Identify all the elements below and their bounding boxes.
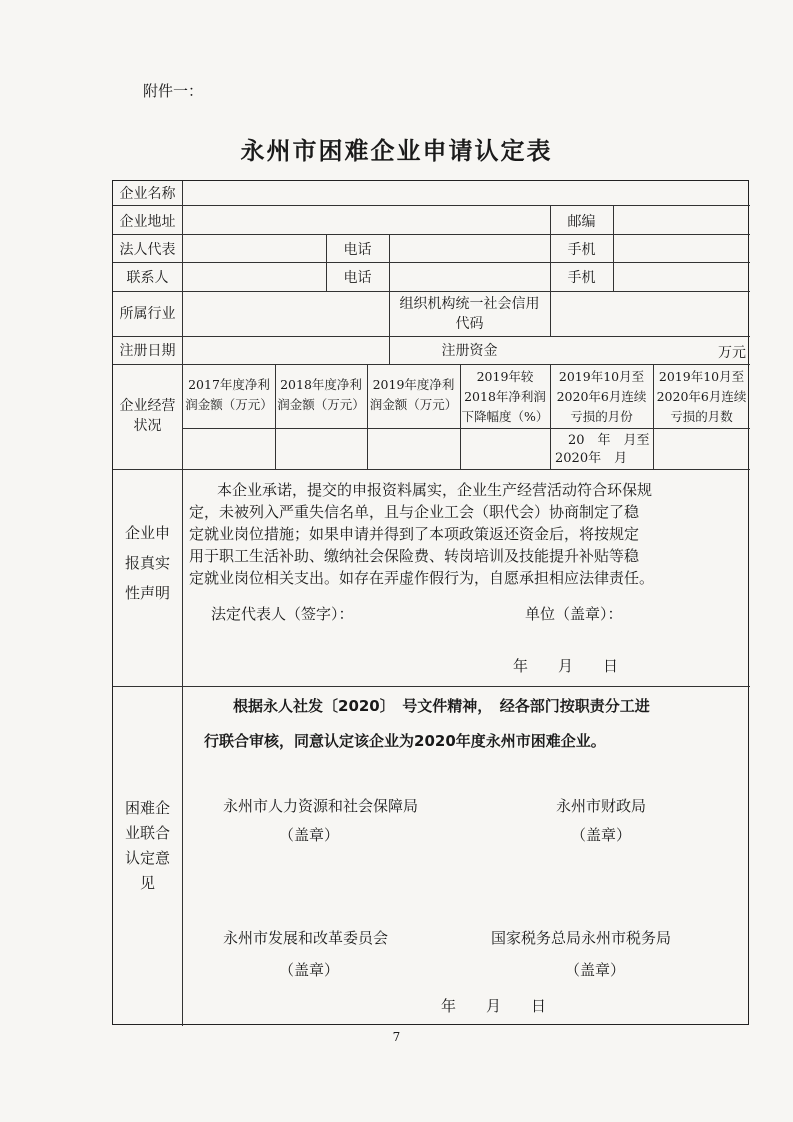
capital-unit: 万元 bbox=[718, 345, 746, 361]
profit-2017-header: 2017年度净利润金额（万元） bbox=[185, 377, 273, 412]
dept-tax-seal: （盖章） bbox=[565, 961, 626, 979]
credit-code-label-2: 代码 bbox=[455, 316, 484, 332]
joint-label-4: 见 bbox=[139, 874, 155, 892]
declaration-date: 年 月 日 bbox=[513, 657, 619, 675]
dept-hr-seal: （盖章） bbox=[279, 826, 340, 844]
legal-rep-label: 法人代表 bbox=[119, 242, 176, 258]
phone-label: 电话 bbox=[343, 242, 372, 258]
page-title: 永州市困难企业申请认定表 bbox=[240, 137, 553, 165]
declaration-line-5: 定就业岗位相关支出。如存在弄虚作假行为，自愿承担相应法律责任。 bbox=[189, 569, 655, 587]
legal-rep-signature: 法定代表人（签字）： bbox=[211, 605, 354, 623]
profit-2019-header: 2019年度净利润金额（万元） bbox=[369, 377, 458, 412]
declaration-line-1: 本企业承诺，提交的申报资料属实，企业生产经营活动符合环保规 bbox=[217, 481, 653, 499]
postcode-label: 邮编 bbox=[567, 214, 596, 230]
profit-2018-header: 2018年度净利润金额（万元） bbox=[277, 377, 365, 412]
dept-development-reform: 永州市发展和改革委员会 bbox=[223, 929, 389, 947]
declaration-label-2: 报真实 bbox=[124, 554, 170, 572]
industry-label: 所属行业 bbox=[119, 306, 176, 322]
dept-tax-bureau: 国家税务总局永州市税务局 bbox=[491, 929, 672, 947]
attachment-label: 附件一： bbox=[143, 82, 204, 100]
application-form-table bbox=[112, 180, 749, 1025]
declaration-label-1: 企业申 bbox=[124, 524, 170, 542]
loss-months-from: 20 年 月至 bbox=[568, 433, 650, 448]
loss-count-header: 2019年10月至2020年6月连续亏损的月数 bbox=[656, 369, 747, 424]
declaration-line-2: 定，未被列入严重失信名单，且与企业工会（职代会）协商制定了稳 bbox=[189, 503, 640, 521]
dept-finance-seal: （盖章） bbox=[571, 826, 632, 844]
company-name-label: 企业名称 bbox=[119, 186, 176, 202]
company-address-label: 企业地址 bbox=[119, 214, 176, 230]
dept-hr-social-security: 永州市人力资源和社会保障局 bbox=[223, 797, 419, 815]
page-number: 7 bbox=[392, 1030, 401, 1044]
reg-date-label: 注册日期 bbox=[119, 343, 176, 359]
decline-rate-header: 2019年较2018年净利润下降幅度（%） bbox=[461, 369, 549, 424]
joint-date: 年 月 日 bbox=[441, 997, 547, 1015]
joint-label-2: 业联合 bbox=[124, 824, 170, 842]
declaration-label-3: 性声明 bbox=[124, 584, 170, 602]
operating-label-1: 企业经营 bbox=[119, 398, 176, 414]
operating-label-2: 状况 bbox=[133, 418, 162, 434]
declaration-line-4: 用于职工生活补助、缴纳社会保险费、转岗培训及技能提升补贴等稳 bbox=[189, 547, 640, 565]
reg-capital-label: 注册资金 bbox=[441, 343, 498, 359]
contact-mobile-label: 手机 bbox=[567, 270, 596, 286]
contact-label: 联系人 bbox=[126, 270, 169, 286]
dept-development-seal: （盖章） bbox=[279, 961, 340, 979]
declaration-line-3: 定就业岗位措施；如果申请并得到了本项政策返还资金后，将按规定 bbox=[189, 525, 640, 543]
dept-finance: 永州市财政局 bbox=[556, 797, 647, 815]
loss-months-to: 2020年 月 bbox=[555, 451, 628, 466]
mobile-label: 手机 bbox=[567, 242, 596, 258]
joint-text-line-2: 行联合审核，同意认定该企业为2020年度永州市困难企业。 bbox=[204, 732, 606, 750]
credit-code-label-1: 组织机构统一社会信用 bbox=[399, 296, 540, 312]
joint-label-1: 困难企 bbox=[124, 799, 170, 817]
joint-text-line-1: 根据永人社发〔2020〕 号文件精神， 经各部门按职责分工进 bbox=[233, 697, 650, 715]
contact-phone-label: 电话 bbox=[343, 270, 372, 286]
joint-label-3: 认定意 bbox=[124, 849, 170, 867]
loss-months-header: 2019年10月至2020年6月连续亏损的月份 bbox=[556, 369, 647, 424]
unit-seal: 单位（盖章）： bbox=[525, 605, 623, 623]
